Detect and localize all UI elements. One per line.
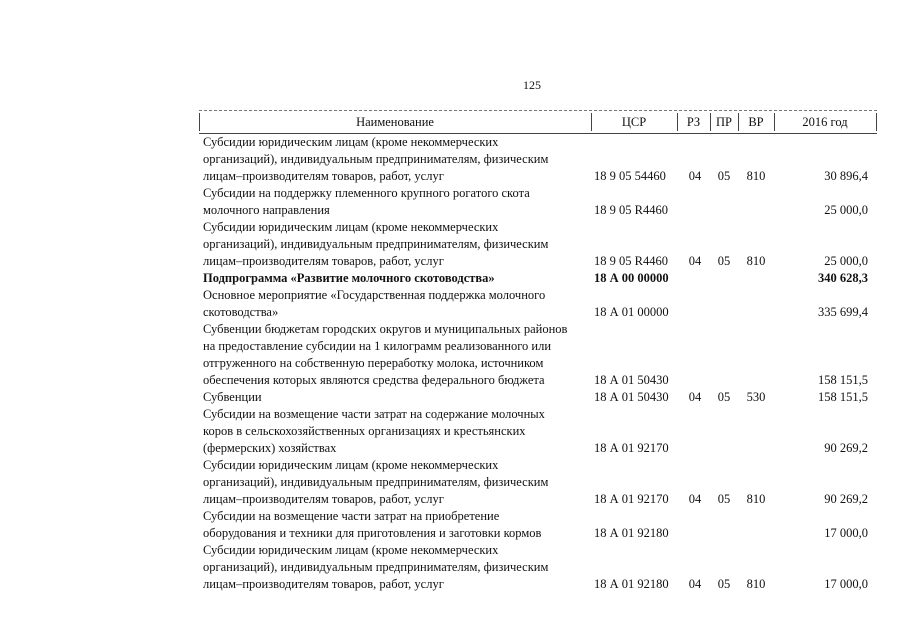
row-name: Субсидии юридическим лицам (кроме некоммерческих организаций), индивидуальным предпринимателям, физическим лицам–производителям товаров, работ, услуг <box>203 135 549 183</box>
row-csr: 18 9 05 R4460 <box>594 254 668 268</box>
row-csr: 18 А 01 50430 <box>594 373 669 387</box>
row-pr: 05 <box>717 169 731 183</box>
column-divider <box>876 113 877 131</box>
row-csr: 18 9 05 R4460 <box>594 203 668 217</box>
row-csr: 18 9 05 54460 <box>594 169 666 183</box>
row-pr: 05 <box>717 390 731 404</box>
row-amount: 90 269,2 <box>824 492 868 506</box>
row-vr: 530 <box>746 390 766 404</box>
row-csr: 18 А 01 00000 <box>594 305 669 319</box>
row-amount: 25 000,0 <box>824 203 868 217</box>
header-name: Наименование <box>356 115 434 129</box>
row-pr: 05 <box>717 254 731 268</box>
row-name: Субсидии юридическим лицам (кроме некоммерческих организаций), индивидуальным предпринимателям, физическим лицам–производителям товаров, работ, услуг <box>203 543 549 591</box>
header-vr: ВР <box>748 115 764 129</box>
table-row <box>199 457 877 508</box>
row-pr: 05 <box>717 577 731 591</box>
row-name: Основное мероприятие «Государственная поддержка молочного скотоводства» <box>203 288 546 319</box>
row-name: Подпрограмма «Развитие молочного скотоводства» <box>203 271 495 285</box>
row-rz: 04 <box>688 390 702 404</box>
row-amount: 158 151,5 <box>818 373 868 387</box>
row-name: Субсидии на возмещение части затрат на содержание молочных коров в сельскохозяйственных организациях и крестьянских (фермерских) хозяйствах <box>203 407 545 455</box>
row-amount: 17 000,0 <box>824 577 868 591</box>
row-name: Субсидии юридическим лицам (кроме некоммерческих организаций), индивидуальным предпринимателям, физическим лицам–производителям товаров, работ, услуг <box>203 458 549 506</box>
row-amount: 90 269,2 <box>824 441 868 455</box>
row-name: Субвенции <box>203 390 262 404</box>
header-rz: РЗ <box>686 115 701 129</box>
row-name: Субсидии на возмещение части затрат на приобретение оборудования и техники для приготовления и заготовки кормов <box>203 509 542 540</box>
row-csr: 18 А 01 50430 <box>594 390 669 404</box>
table-row <box>199 406 877 457</box>
row-rz: 04 <box>688 577 702 591</box>
row-csr: 18 А 01 92180 <box>594 577 669 591</box>
table-row <box>199 508 877 542</box>
row-vr: 810 <box>746 492 766 506</box>
row-rz: 04 <box>688 169 702 183</box>
row-csr: 18 А 01 92170 <box>594 441 669 455</box>
table-row <box>199 270 877 287</box>
table-row <box>199 134 877 185</box>
row-name: Субвенции бюджетам городских округов и муниципальных районов на предоставление субсидии на 1 килограмм реализованного или отгруженного на собственную переработку молока, источником обеспечения которых являются средства федерального бюджета <box>203 322 568 387</box>
row-vr: 810 <box>746 577 766 591</box>
row-pr: 05 <box>717 492 731 506</box>
row-csr: 18 А 01 92180 <box>594 526 669 540</box>
table-row <box>199 389 877 406</box>
row-csr: 18 А 01 92170 <box>594 492 669 506</box>
page-number: 125 <box>523 78 541 92</box>
row-vr: 810 <box>746 254 766 268</box>
row-csr: 18 А 00 00000 <box>594 271 669 285</box>
row-amount: 335 699,4 <box>818 305 868 319</box>
table-row <box>199 185 877 219</box>
budget-table <box>199 110 877 593</box>
table-row <box>199 321 877 389</box>
row-amount: 340 628,3 <box>818 271 868 285</box>
table-row <box>199 287 877 321</box>
table-body <box>199 134 877 593</box>
table-row <box>199 542 877 593</box>
row-rz: 04 <box>688 492 702 506</box>
row-amount: 25 000,0 <box>824 254 868 268</box>
header-year: 2016 год <box>802 115 848 129</box>
header-csr: ЦСР <box>621 115 647 129</box>
row-name: Субсидии на поддержку племенного крупного рогатого скота молочного направления <box>203 186 530 217</box>
row-amount: 17 000,0 <box>824 526 868 540</box>
row-vr: 810 <box>746 169 766 183</box>
row-name: Субсидии юридическим лицам (кроме некоммерческих организаций), индивидуальным предпринимателям, физическим лицам–производителям товаров, работ, услуг <box>203 220 549 268</box>
header-pr: ПР <box>716 115 732 129</box>
table-row <box>199 219 877 270</box>
row-rz: 04 <box>688 254 702 268</box>
row-amount: 30 896,4 <box>824 169 868 183</box>
row-amount: 158 151,5 <box>818 390 868 404</box>
table-header <box>199 110 877 134</box>
